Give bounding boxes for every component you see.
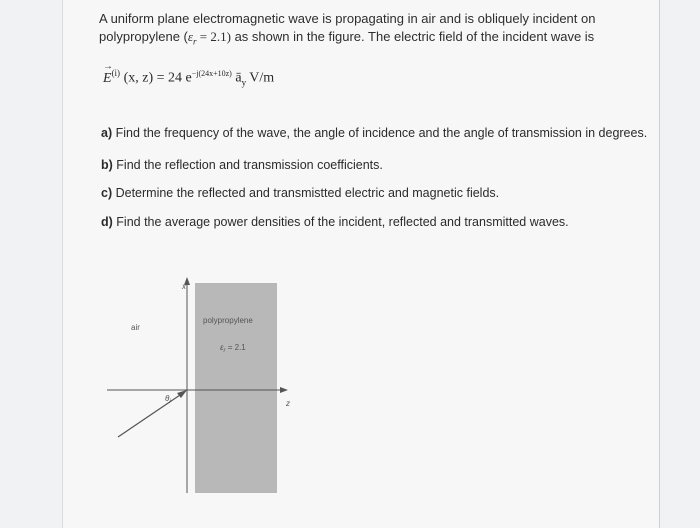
epsilon-symbol: ε — [220, 343, 224, 352]
field-superscript: (i) — [111, 68, 121, 78]
question-label: c) — [101, 186, 113, 200]
z-axis-arrow-icon — [280, 387, 288, 393]
unit-vector-subscript: y — [241, 77, 247, 88]
question-text: Find the frequency of the wave, the angle of incidence and the angle of transmission in degrees. — [112, 126, 648, 140]
epsilon-value: = 2.1) — [196, 29, 231, 44]
question-text: Find the average power densities of the incident, reflected and transmitted waves. — [112, 215, 569, 229]
incidence-figure — [63, 0, 659, 528]
question-label: d) — [101, 215, 113, 229]
intro-line-1: A uniform plane electromagnetic wave is propagating in air and is obliquely incident on — [99, 11, 596, 26]
question-label: b) — [101, 158, 113, 172]
epsilon-subscript: r — [193, 36, 197, 47]
unit-vector: ā — [231, 70, 242, 86]
x-axis-label: x — [182, 282, 186, 291]
air-label: air — [131, 323, 140, 332]
document-page — [62, 0, 660, 528]
incident-ray-arrow-icon — [177, 390, 187, 398]
intro-line-2-prefix: polypropylene ( — [99, 29, 188, 44]
theta-subscript: i — [169, 399, 171, 405]
question-text: Find the reflection and transmission coefficients. — [112, 158, 383, 172]
field-exponent: −j(24x+10z) — [191, 69, 232, 78]
epsilon-symbol: ε — [187, 29, 194, 44]
question-label: a) — [101, 126, 113, 140]
question-text: Determine the reflected and transmistted electric and magnetic fields. — [112, 186, 500, 200]
epsilon-value: = 2.1 — [225, 343, 246, 352]
z-axis-label: z — [286, 399, 290, 408]
field-symbol: → E — [103, 71, 112, 87]
field-arguments: (x, z) = 24 e — [120, 70, 192, 86]
incident-ray — [118, 393, 183, 437]
epsilon-subscript: r — [223, 348, 226, 354]
polypropylene-region — [195, 283, 277, 493]
intro-line-2-suffix: as shown in the figure. The electric field of the incident wave is — [230, 29, 595, 44]
polypropylene-label: polypropylene — [203, 316, 253, 325]
field-units: V/m — [246, 70, 275, 86]
theta-symbol: θ — [165, 394, 170, 403]
